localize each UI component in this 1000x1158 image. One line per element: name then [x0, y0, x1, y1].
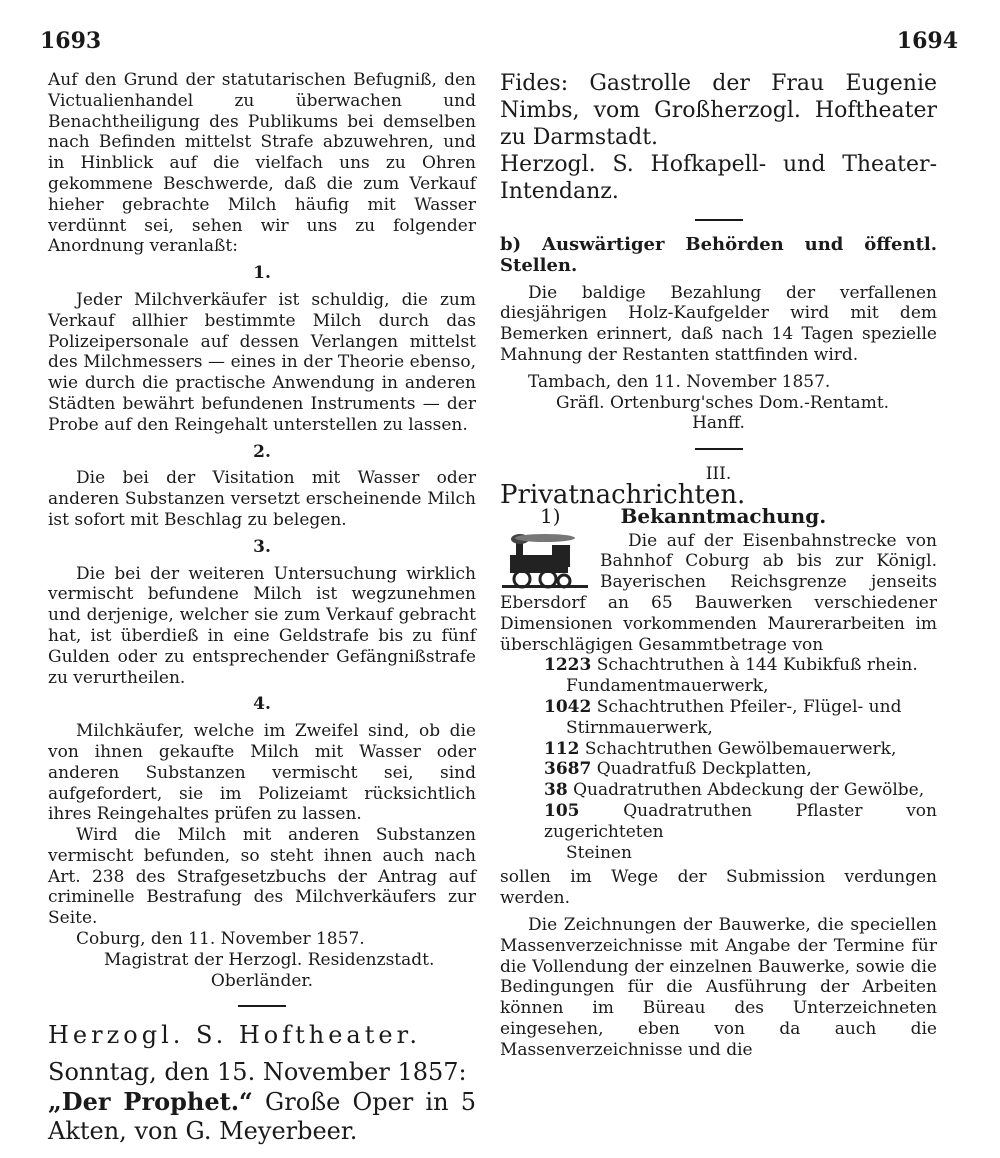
list-item: [544, 801, 937, 843]
section-b-heading: b) Auswärtiger Behörden und öffentl. Stellen.: [500, 234, 937, 276]
opera-details: Große Oper in 5 Akten, von G. Meyerbeer.: [48, 1088, 476, 1146]
notice-authority: Gräfl. Ortenburg'sches Dom.-Rentamt.: [556, 392, 890, 413]
rule-1-paragraph: Jeder Milchverkäufer ist schuldig, die zum Verkauf allhier bestimmte Milch durch das Polizeipersonale auf dessen Verlangen mittelst des Milchmessers — eines in der Theorie ebenso, wie durch die practische Anwendung in anderen Städten bewährt befundenen Instruments — der Probe auf den Reingehalt unterstellen zu lassen.: [48, 289, 476, 435]
page-number-right: 1694: [896, 28, 958, 54]
theatre-heading: Herzogl. S. Hoftheater.: [48, 1021, 422, 1050]
rule-2-paragraph: Die bei der Visitation mit Wasser oder anderen Substanzen versetzt erscheinende Milch ist sofort mit Beschlag zu belegen.: [48, 468, 476, 530]
list-item: [544, 780, 937, 801]
list-item-wrap: Fundamentmauerwerk,: [566, 676, 769, 697]
quantity: 112: [544, 738, 580, 759]
announcement-intro: Die auf der Eisenbahnstrecke von Bahnhof Coburg ab bis zur Königl. Bayerischen Reichsgrenze jenseits Ebersdorf an 65 Bauwerken verschiedener Dimensionen vorkommenden Maurerarbeiten im überschlägigen Gesammtbetrage von: [500, 530, 937, 655]
section-number-3: 3.: [253, 536, 271, 557]
quantity: 1223: [544, 655, 592, 676]
left-column: [48, 70, 476, 1146]
description: Schachtruthen Gewölbemauerwerk,: [584, 738, 897, 759]
divider: [695, 219, 743, 221]
quantity: 38: [544, 780, 568, 801]
announcement-title-line: [500, 503, 937, 528]
list-item-wrap: Stirnmauerwerk,: [566, 717, 713, 738]
roman-numeral-heading: III.: [705, 464, 732, 485]
description: Quadratruthen Pflaster von zugerichteten: [544, 800, 937, 842]
signature-authority: Magistrat der Herzogl. Residenzstadt.: [104, 949, 435, 970]
payment-notice: Die baldige Bezahlung der verfallenen diesjährigen Holz-Kaufgelder wird mit dem Bemerken erinnert, daß nach 14 Tagen spezielle Mahnung der Restanten stattfinden wird.: [500, 282, 937, 365]
section-number-4: 4.: [253, 694, 271, 715]
theatre-date: Sonntag, den 15. November 1857:: [48, 1058, 467, 1087]
list-item: [544, 655, 937, 676]
list-item-wrap: Steinen: [566, 842, 632, 863]
theatre-intendanz: Herzogl. S. Hofkapell- und Theater-Intendanz.: [500, 152, 937, 204]
milk-intro-paragraph: Auf den Grund der statutarischen Befugniß, den Victualienhandel zu überwachen und Benachtheiligung des Publikums bei demselben nach Befinden mittelst Strafe abzuwehren, und in Hinblick auf die vielfach uns zu Ohren gekommene Beschwerde, daß die zum Verkauf hieher gebrachte Milch häufig mit Wasser verdünnt sei, sehen wir uns zu folgender Anordnung veranlaßt:: [48, 70, 476, 257]
works-list: [500, 655, 937, 863]
list-item: [544, 697, 937, 718]
description: Quadratruthen Abdeckung der Gewölbe,: [573, 780, 925, 801]
announcement-title: Bekanntmachung.: [620, 503, 827, 528]
rule-4-paragraph: Milchkäufer, welche im Zweifel sind, ob die von ihnen gekaufte Milch mit Wasser oder anderen Substanzen vermischt sei, sind aufgefordert, sie im Polizeiamt rücksichtlich ihres Reingehaltes prüfen zu lassen.: [48, 721, 476, 825]
divider: [695, 448, 743, 450]
announcement-body: [500, 531, 937, 656]
signature-name: Oberländer.: [210, 970, 314, 991]
page-number-left: 1693: [40, 28, 102, 54]
item-number: 1): [540, 503, 561, 528]
notice-dateline: Tambach, den 11. November 1857.: [528, 371, 831, 392]
rule-4-second-paragraph: Wird die Milch mit anderen Substanzen vermischt befunden, so steht ihnen auch nach Art. 238 des Strafgesetzbuchs der Antrag auf criminelle Bestrafung des Milchverkäufers zur Seite.: [48, 825, 476, 929]
description: Schachtruthen à 144 Kubikfuß rhein.: [596, 655, 918, 676]
section-number-2: 2.: [253, 441, 271, 462]
opera-title: „Der Prophet.“: [48, 1087, 253, 1117]
quantity: 105: [544, 800, 580, 821]
divider: [238, 1005, 286, 1007]
description: Quadratfuß Deckplatten,: [596, 759, 812, 780]
rule-3-paragraph: Die bei der weiteren Untersuchung wirklich vermischt befundene Milch ist wegzunehmen und derjenige, welcher sie zum Verkauf gebracht hat, ist überdieß in eine Geldstrafe bis zu fünf Gulden oder zu entsprechender Gefängnißstrafe zu verurtheilen.: [48, 563, 476, 688]
quantity: 3687: [544, 759, 592, 780]
locomotive-icon: [500, 533, 592, 591]
right-column: [500, 70, 937, 1060]
quantity: 1042: [544, 696, 592, 717]
theatre-program: [48, 1087, 476, 1146]
private-news-heading: Privatnachrichten.: [500, 479, 746, 510]
list-item: [544, 739, 937, 760]
drawings-paragraph: Die Zeichnungen der Bauwerke, die speciellen Massenverzeichnisse mit Angabe der Termine für die Vollendung der einzelnen Bauwerke, sowie die Bedingungen für die Ausführung der Arbeiten können im Büreau des Unterzeichneten eingesehen, eben von da auch die Massenverzeichnisse und die: [500, 914, 937, 1060]
dateline: Coburg, den 11. November 1857.: [76, 929, 365, 950]
submission-line: sollen im Wege der Submission verdungen werden.: [500, 867, 937, 909]
description: Schachtruthen Pfeiler-, Flügel- und: [596, 696, 902, 717]
list-item: [544, 759, 937, 780]
fides-guest-role: Fides: Gastrolle der Frau Eugenie Nimbs, vom Großherzogl. Hoftheater zu Darmstadt.: [500, 71, 937, 150]
section-number-1: 1.: [253, 263, 271, 284]
notice-signature: Hanff.: [692, 413, 745, 434]
